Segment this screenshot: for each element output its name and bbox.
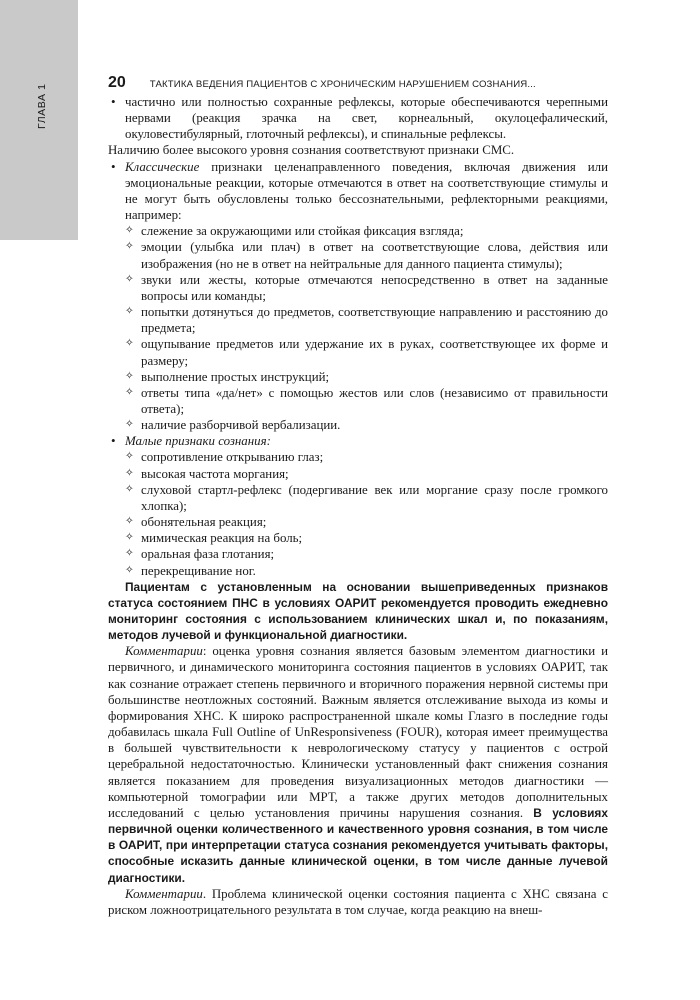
list-item: ✧ оральная фаза глотания; bbox=[125, 546, 608, 562]
list-item: ✧ ощупывание предметов или удержание их в руках, соответствующее их форме и размеру; bbox=[125, 336, 608, 368]
recommendation-paragraph: Пациентам с установленным на основании вышеприведенных признаков статуса состоянием ПНС в условиях ОАРИТ рекомендуется проводить ежедневно мониторинг состояния с использованием клинических шкал и, по показаниям, методов лучевой и функциональной диагностики. bbox=[108, 579, 608, 643]
list-item: ✧ высокая частота моргания; bbox=[125, 466, 608, 482]
list-item: ✧ слежение за окружающими или стойкая фиксация взгляда; bbox=[125, 223, 608, 239]
minor-signs-sublist bbox=[125, 449, 608, 578]
page-number: 20 bbox=[108, 74, 126, 91]
comment-lead: Комментарии bbox=[125, 644, 203, 659]
list-item: ✧ слуховой стартл-рефлекс (подергивание век или моргание сразу после громкого хлопка); bbox=[125, 482, 608, 514]
list-item: ✧ сопротивление открыванию глаз; bbox=[125, 449, 608, 465]
comment-paragraph-2 bbox=[108, 886, 608, 918]
reflex-list bbox=[108, 94, 608, 142]
minor-signs-lead: Малые признаки сознания: bbox=[125, 434, 271, 449]
list-item: ✧ звуки или жесты, которые отмечаются непосредственно в ответ на заданные вопросы или команды; bbox=[125, 272, 608, 304]
list-item bbox=[108, 94, 608, 142]
classic-signs-sublist bbox=[125, 223, 608, 433]
comment-lead: Комментарии bbox=[125, 886, 203, 901]
classic-signs-item bbox=[108, 159, 608, 434]
list-item: ✧ мимическая реакция на боль; bbox=[125, 530, 608, 546]
reflex-item-text: частично или полностью сохранные рефлексы, которые обеспечиваются черепными нервами (реакция зрачка на свет, корнеальный, окулоцефалический, окуловестибулярный, глоточный рефлексы), и спинальные рефлексы. bbox=[125, 95, 608, 142]
list-item: ✧ перекрещивание ног. bbox=[125, 563, 608, 579]
list-item: ✧ эмоции (улыбка или плач) в ответ на соответствующие слова, действия или изображения (но не в ответ на нейтральные для данного пациента стимулы); bbox=[125, 239, 608, 271]
list-item: ✧ наличие разборчивой вербализации. bbox=[125, 417, 608, 433]
chapter-side-tab bbox=[0, 0, 78, 240]
classic-signs-lead: Классические bbox=[125, 159, 200, 174]
page-header bbox=[108, 74, 608, 94]
comment-text: . Проблема клинической оценки состояния пациента с ХНС связана с риском ложноотрицательного результата в том случае, когда реакцию на внеш- bbox=[108, 886, 608, 917]
classic-signs-text: признаки целенаправленного поведения, включая движения или эмоциональные реакции, которые отмечаются в ответ на соответствующие стимулы и не могут быть обусловлены только бессознательными, рефлекторными реакциями, например: bbox=[125, 159, 608, 223]
list-item: ✧ попытки дотянуться до предметов, соответствующие направлению и расстоянию до предмета; bbox=[125, 304, 608, 336]
comment-text: : оценка уровня сознания является базовым элементом диагностики и первичного, и динамического мониторинга состояния пациентов в условиях ОАРИТ, так как сознание отражает степень первичного и вторичного поражения нервной системы при большинстве неотложных состояний. Важным является отслеживание выхода из комы и формирования ХНС. К широко распространенной шкале комы Глазго в последние годы добавилась шкала Full Outline of UnResponsiveness (FOUR), которая имеет преимущества в большей чувствительности к неврологическому статусу у пациентов с острой церебральной недостаточностью. Клинически установленный факт снижения сознания является показанием для проведения визуализационных методов диагностики — компьютерной томографии или МРТ, а также других методов дополнительных исследований с целью установления причины нарушения сознания. bbox=[108, 644, 608, 820]
chapter-label: ГЛАВА 1 bbox=[36, 83, 48, 129]
recommendation-inline: В условиях первичной оценки количественного и качественного уровня сознания, в том числе в ОАРИТ, при интерпретации статуса сознания рекомендуется учитывать факторы, способные исказить данные клинической оценки, в том числе данные лучевой диагностики. bbox=[108, 805, 608, 885]
minor-signs-item bbox=[108, 433, 608, 578]
running-title: ТАКТИКА ВЕДЕНИЯ ПАЦИЕНТОВ С ХРОНИЧЕСКИМ НАРУШЕНИЕМ СОЗНАНИЯ... bbox=[149, 79, 536, 90]
signs-list bbox=[108, 159, 608, 579]
higher-level-paragraph: Наличию более высокого уровня сознания соответствуют признаки СМС. bbox=[108, 143, 515, 158]
list-item: ✧ ответы типа «да/нет» с помощью жестов или слов (независимо от правильности ответа); bbox=[125, 385, 608, 417]
comment-paragraph bbox=[108, 643, 608, 885]
page-body bbox=[108, 94, 608, 918]
list-item: ✧ выполнение простых инструкций; bbox=[125, 369, 608, 385]
list-item: ✧ обонятельная реакция; bbox=[125, 514, 608, 530]
